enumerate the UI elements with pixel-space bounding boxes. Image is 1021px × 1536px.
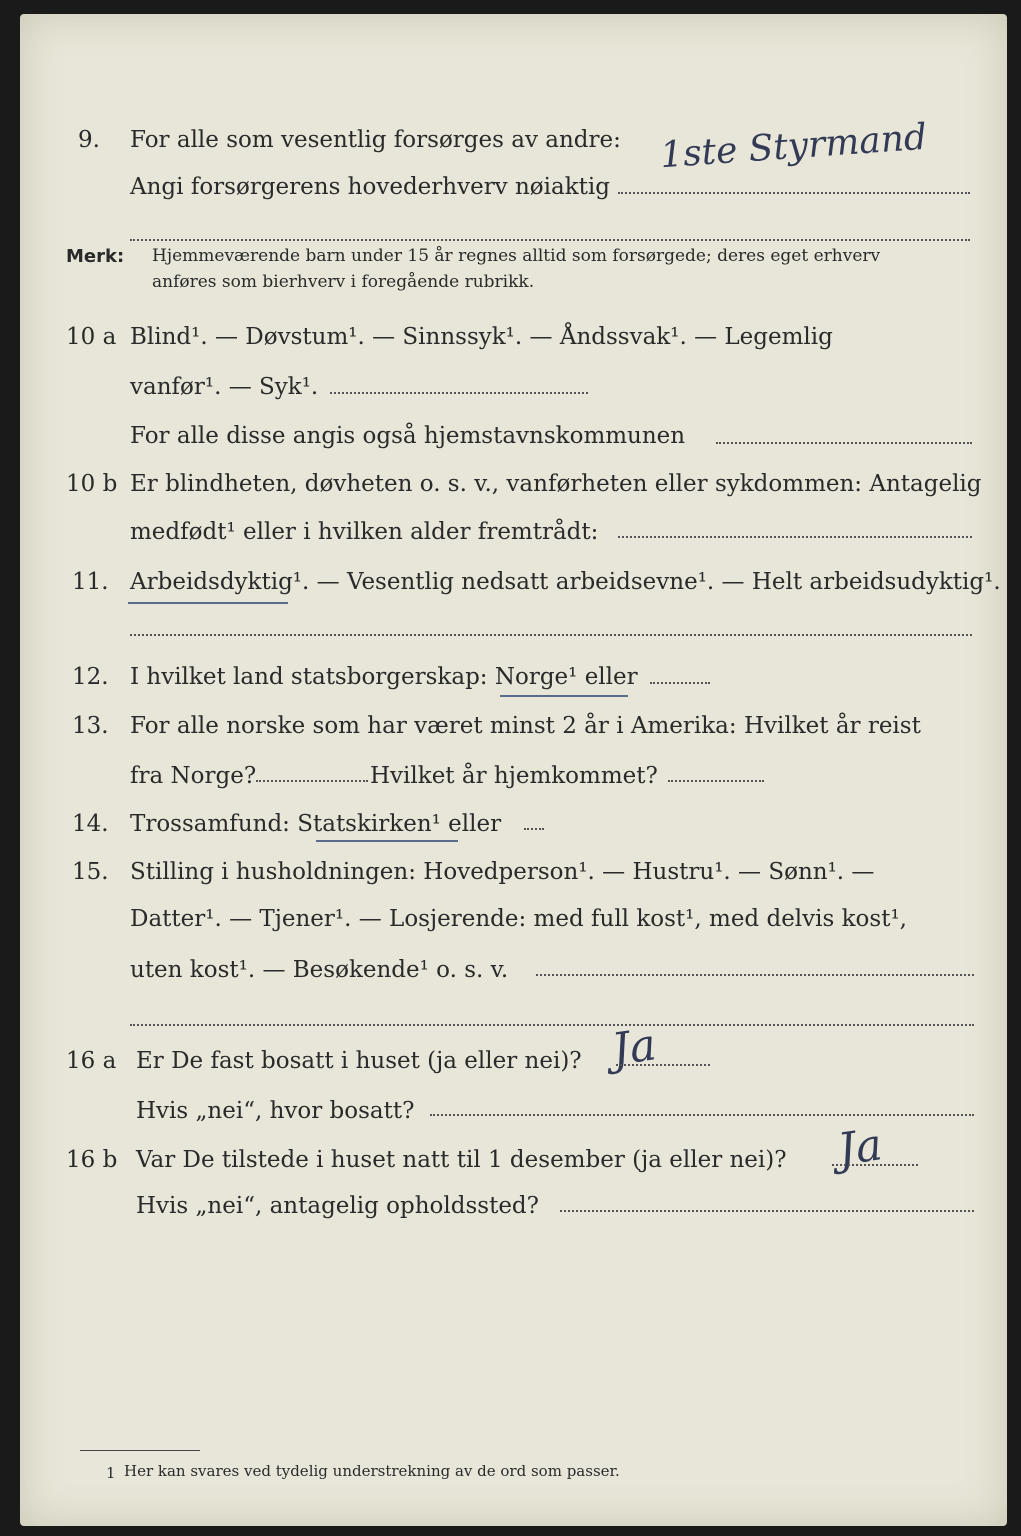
q16b-whereabouts-line bbox=[560, 1210, 974, 1212]
q12-handwritten-underline bbox=[500, 695, 628, 697]
q10a-answer-line bbox=[330, 392, 588, 394]
q14-handwritten-underline bbox=[316, 840, 458, 842]
q9-answer-line bbox=[618, 192, 970, 194]
merk-line2: anføres som bierhverv i foregående rubrikk. bbox=[152, 272, 535, 292]
q16b-line2: Hvis „nei“, antagelig opholdssted? bbox=[136, 1193, 539, 1219]
q12-number: 12. bbox=[72, 664, 109, 690]
merk-label: Merk: bbox=[66, 246, 125, 267]
q11-line1: Arbeidsdyktig¹. — Vesentlig nedsatt arbeidsevne¹. — Helt arbeidsudyktig¹. bbox=[130, 569, 1001, 595]
q15-line3: uten kost¹. — Besøkende¹ o. s. v. bbox=[130, 957, 509, 983]
q12-line1: I hvilket land statsborgerskap: Norge¹ eller bbox=[130, 664, 638, 690]
q16a-handwritten-answer: Ja bbox=[608, 1019, 660, 1076]
q16b-number: 16 b bbox=[66, 1147, 118, 1173]
q10b-line2: medfødt¹ eller i hvilken alder fremtrådt: bbox=[130, 519, 599, 545]
q11-answer-line bbox=[130, 634, 972, 636]
q15-line1: Stilling i husholdningen: Hovedperson¹. — Hustru¹. — Sønn¹. — bbox=[130, 859, 875, 885]
q10a-line3: For alle disse angis også hjemstavnskommunen bbox=[130, 423, 686, 449]
q9-extra-line bbox=[130, 239, 970, 241]
q13-returned-year-line bbox=[668, 780, 764, 782]
footnote-marker: 1 bbox=[106, 1464, 116, 1482]
q16a-residence-line bbox=[430, 1114, 974, 1116]
q10b-line1: Er blindheten, døvheten o. s. v., vanførheten eller sykdommen: Antagelig bbox=[130, 471, 982, 497]
q11-handwritten-underline bbox=[128, 602, 288, 604]
q9-line1: For alle som vesentlig forsørges av andre: bbox=[130, 127, 621, 153]
q14-number: 14. bbox=[72, 811, 109, 837]
q10b-answer-line bbox=[618, 536, 972, 538]
q14-answer-line bbox=[524, 828, 544, 830]
q10a-municipality-line bbox=[716, 442, 972, 444]
q16b-answer-line bbox=[832, 1164, 918, 1166]
q16b-handwritten-answer: Ja bbox=[834, 1119, 886, 1176]
q16b-line1: Var De tilstede i huset natt til 1 desember (ja eller nei)? bbox=[136, 1147, 787, 1173]
q16a-line2: Hvis „nei“, hvor bosatt? bbox=[136, 1098, 415, 1124]
q13-left-year-line bbox=[256, 780, 368, 782]
q16a-number: 16 a bbox=[66, 1048, 117, 1074]
q15-number: 15. bbox=[72, 859, 109, 885]
q13-line1: For alle norske som har været minst 2 år i Amerika: Hvilket år reist bbox=[130, 713, 921, 739]
q10a-line2: vanfør¹. — Syk¹. bbox=[130, 374, 319, 400]
footnote-text: Her kan svares ved tydelig understrekning av de ord som passer. bbox=[124, 1462, 620, 1480]
q9-line2: Angi forsørgerens hovederhverv nøiaktig bbox=[130, 174, 610, 200]
q15-line2: Datter¹. — Tjener¹. — Losjerende: med full kost¹, med delvis kost¹, bbox=[130, 906, 907, 932]
q15-extra-line bbox=[130, 1024, 974, 1026]
q16a-answer-line bbox=[616, 1064, 710, 1066]
q13-line2b: Hvilket år hjemkommet? bbox=[370, 763, 658, 789]
census-form-page bbox=[20, 14, 1007, 1526]
q13-line2a: fra Norge? bbox=[130, 763, 257, 789]
q9-handwritten-answer: 1ste Styrmand bbox=[658, 116, 929, 177]
q14-line1: Trossamfund: Statskirken¹ eller bbox=[130, 811, 502, 837]
q13-number: 13. bbox=[72, 713, 109, 739]
q9-number: 9. bbox=[78, 127, 100, 153]
merk-line1: Hjemmeværende barn under 15 år regnes alltid som forsørgede; deres eget erhverv bbox=[152, 246, 881, 266]
q16a-line1: Er De fast bosatt i huset (ja eller nei)? bbox=[136, 1048, 582, 1074]
q11-number: 11. bbox=[72, 569, 109, 595]
q10b-number: 10 b bbox=[66, 471, 118, 497]
q10a-number: 10 a bbox=[66, 324, 117, 350]
q12-answer-line bbox=[650, 682, 710, 684]
q10a-line1: Blind¹. — Døvstum¹. — Sinnssyk¹. — Åndssvak¹. — Legemlig bbox=[130, 324, 833, 350]
footnote-rule bbox=[80, 1450, 200, 1451]
q15-answer-line bbox=[536, 974, 974, 976]
